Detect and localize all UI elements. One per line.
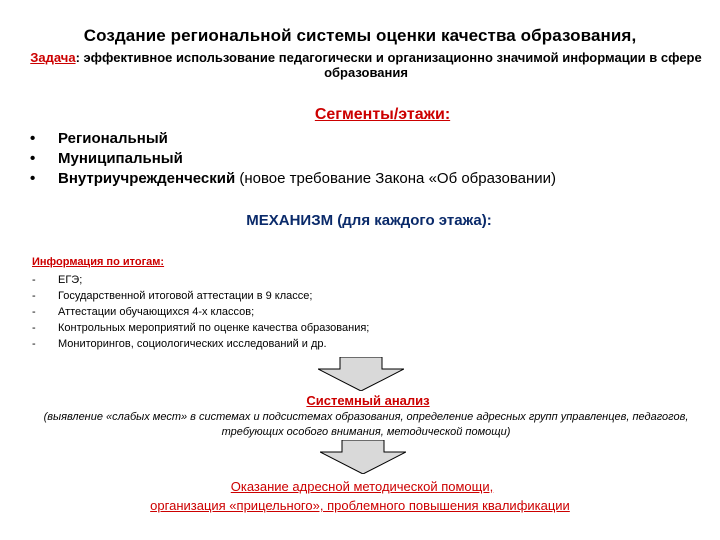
level-item-municipal	[30, 149, 556, 169]
task-text: : эффективное использование педагогически и организационно значимой информации в сфере образования	[75, 50, 702, 80]
level-label: Региональный	[58, 130, 168, 147]
help-line-1: Оказание адресной методической помощи,	[230, 479, 494, 494]
level-label: Муниципальный	[58, 150, 183, 167]
level-label: Внутриучрежденческий	[58, 170, 236, 187]
info-item: - Мониторингов, социологических исследований и др.	[32, 336, 369, 352]
help-line-2: организация «прицельного», проблемного повышения квалификации	[150, 498, 570, 513]
segments-heading: Сегменты/этажи:	[314, 106, 451, 123]
info-item: - Аттестации обучающихся 4-х классов;	[32, 304, 369, 320]
info-item: - ЕГЭ;	[32, 272, 369, 288]
mechanism-heading: МЕХАНИЗМ (для каждого этажа):	[246, 212, 492, 229]
level-item-regional	[30, 129, 556, 149]
level-item-institutional	[30, 169, 556, 189]
down-arrow-icon	[320, 440, 406, 474]
analysis-description: (выявление «слабых мест» в системах и подсистемах образования, определение адресных групп управленцев, педагогов, требующих особого внимания, методической помощи)	[43, 411, 689, 438]
info-item: - Государственной итоговой аттестации в 9 классе;	[32, 288, 369, 304]
info-list	[32, 272, 369, 352]
task-label: Задача	[30, 50, 76, 65]
task-statement	[30, 50, 702, 80]
system-analysis-heading: Системный анализ	[306, 393, 430, 408]
level-note: (новое требование Закона «Об образовании)	[235, 170, 557, 187]
down-arrow-icon	[318, 357, 404, 391]
levels-list	[30, 129, 556, 189]
info-heading: Информация по итогам:	[32, 256, 165, 268]
slide-title: Создание региональной системы оценки качества образования,	[83, 26, 637, 45]
info-item: - Контрольных мероприятий по оценке качества образования;	[32, 320, 369, 336]
